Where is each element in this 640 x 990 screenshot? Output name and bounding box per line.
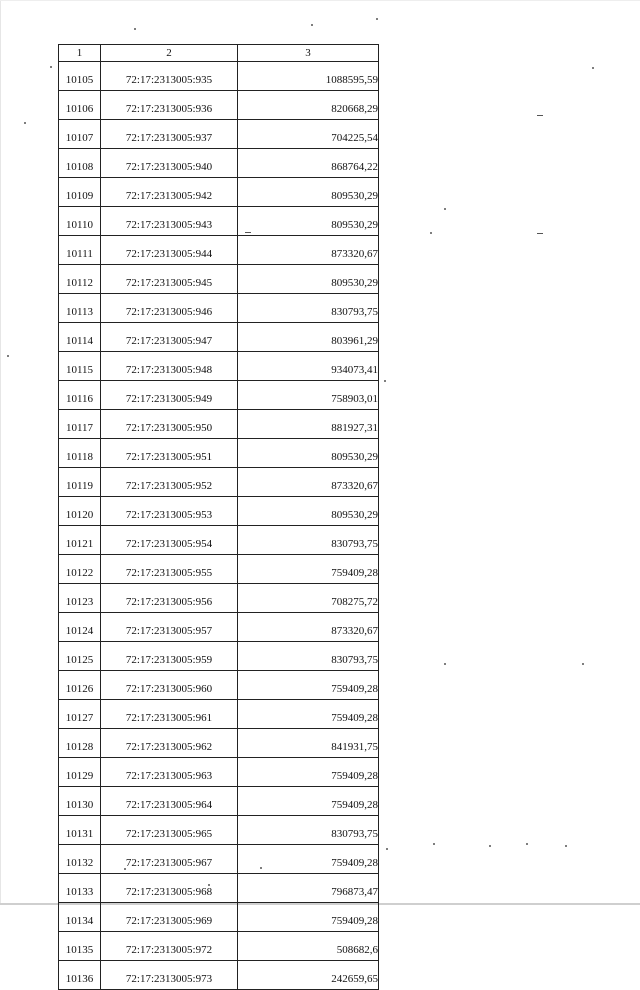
cadastral-number-cell: 72:17:2313005:950 — [101, 410, 238, 439]
table-row — [59, 555, 379, 584]
table-row — [59, 265, 379, 294]
cadastral-value-cell: 809530,29 — [238, 178, 379, 207]
scan-speck — [50, 66, 52, 68]
scan-speck — [592, 67, 594, 69]
table-row — [59, 787, 379, 816]
cadastral-number-cell: 72:17:2313005:972 — [101, 932, 238, 961]
scan-speck — [582, 663, 584, 665]
table-row — [59, 758, 379, 787]
scan-speck — [430, 232, 432, 234]
cadastral-number-cell: 72:17:2313005:957 — [101, 613, 238, 642]
row-number-cell: 10131 — [59, 816, 101, 845]
cadastral-number-cell: 72:17:2313005:948 — [101, 352, 238, 381]
cadastral-number-cell: 72:17:2313005:940 — [101, 149, 238, 178]
cadastral-value-cell: 881927,31 — [238, 410, 379, 439]
scan-speck — [134, 28, 136, 30]
row-number-cell: 10130 — [59, 787, 101, 816]
cadastral-value-cell: 934073,41 — [238, 352, 379, 381]
cadastral-number-cell: 72:17:2313005:969 — [101, 903, 238, 932]
table-row — [59, 468, 379, 497]
table-row — [59, 961, 379, 990]
row-number-cell: 10106 — [59, 91, 101, 120]
cadastral-number-cell: 72:17:2313005:935 — [101, 62, 238, 91]
row-number-cell: 10132 — [59, 845, 101, 874]
cadastral-value-cell: 830793,75 — [238, 526, 379, 555]
scan-speck — [386, 848, 388, 850]
cadastral-number-cell: 72:17:2313005:944 — [101, 236, 238, 265]
table-row — [59, 642, 379, 671]
cadastral-value-cell: 809530,29 — [238, 439, 379, 468]
table-row — [59, 874, 379, 903]
row-number-cell: 10134 — [59, 903, 101, 932]
table-row — [59, 816, 379, 845]
table-row — [59, 903, 379, 932]
row-number-cell: 10113 — [59, 294, 101, 323]
cadastral-value-cell: 1088595,59 — [238, 62, 379, 91]
cadastral-number-cell: 72:17:2313005:946 — [101, 294, 238, 323]
row-number-cell: 10117 — [59, 410, 101, 439]
cadastral-value-cell: 809530,29 — [238, 207, 379, 236]
cadastral-number-cell: 72:17:2313005:962 — [101, 729, 238, 758]
row-number-cell: 10112 — [59, 265, 101, 294]
scan-speck — [384, 380, 386, 382]
cadastral-value-cell: 759409,28 — [238, 787, 379, 816]
cadastral-number-cell: 72:17:2313005:936 — [101, 91, 238, 120]
row-number-cell: 10127 — [59, 700, 101, 729]
row-number-cell: 10108 — [59, 149, 101, 178]
table-row — [59, 671, 379, 700]
row-number-cell: 10133 — [59, 874, 101, 903]
table-header-row — [59, 45, 379, 62]
column-header-2: 2 — [101, 45, 238, 62]
cadastral-value-cell: 759409,28 — [238, 845, 379, 874]
table-row — [59, 700, 379, 729]
table-row — [59, 236, 379, 265]
cadastral-number-cell: 72:17:2313005:953 — [101, 497, 238, 526]
column-header-1: 1 — [59, 45, 101, 62]
table-row — [59, 207, 379, 236]
table-row — [59, 729, 379, 758]
cadastral-value-cell: 508682,6 — [238, 932, 379, 961]
table-row — [59, 120, 379, 149]
cadastral-value-cell: 759409,28 — [238, 671, 379, 700]
cadastral-value-cell: 873320,67 — [238, 236, 379, 265]
scan-speck — [489, 845, 491, 847]
scan-speck — [376, 18, 378, 20]
row-number-cell: 10116 — [59, 381, 101, 410]
scan-speck — [444, 663, 446, 665]
table-row — [59, 381, 379, 410]
cadastral-number-cell: 72:17:2313005:961 — [101, 700, 238, 729]
table-row — [59, 149, 379, 178]
scan-speck — [565, 845, 567, 847]
scan-speck — [7, 355, 9, 357]
table-row — [59, 932, 379, 961]
cadastral-value-cell: 759409,28 — [238, 700, 379, 729]
cadastral-value-cell: 759409,28 — [238, 903, 379, 932]
cadastral-value-cell: 809530,29 — [238, 497, 379, 526]
column-header-3: 3 — [238, 45, 379, 62]
cadastral-value-cell: 708275,72 — [238, 584, 379, 613]
scan-speck — [24, 122, 26, 124]
row-number-cell: 10107 — [59, 120, 101, 149]
cadastral-number-cell: 72:17:2313005:945 — [101, 265, 238, 294]
cadastral-number-cell: 72:17:2313005:955 — [101, 555, 238, 584]
row-number-cell: 10135 — [59, 932, 101, 961]
row-number-cell: 10124 — [59, 613, 101, 642]
cadastral-number-cell: 72:17:2313005:949 — [101, 381, 238, 410]
table-row — [59, 294, 379, 323]
row-number-cell: 10123 — [59, 584, 101, 613]
cadastral-number-cell: 72:17:2313005:959 — [101, 642, 238, 671]
row-number-cell: 10129 — [59, 758, 101, 787]
cadastral-value-cell: 868764,22 — [238, 149, 379, 178]
cadastral-number-cell: 72:17:2313005:960 — [101, 671, 238, 700]
row-number-cell: 10119 — [59, 468, 101, 497]
table-body — [59, 62, 379, 990]
cadastral-value-cell: 759409,28 — [238, 758, 379, 787]
cadastral-value-cell: 830793,75 — [238, 816, 379, 845]
row-number-cell: 10110 — [59, 207, 101, 236]
cadastral-number-cell: 72:17:2313005:937 — [101, 120, 238, 149]
scan-speck — [311, 24, 313, 26]
cadastral-value-cell: 759409,28 — [238, 555, 379, 584]
row-number-cell: 10118 — [59, 439, 101, 468]
cadastral-number-cell: 72:17:2313005:965 — [101, 816, 238, 845]
row-number-cell: 10115 — [59, 352, 101, 381]
cadastral-value-cell: 242659,65 — [238, 961, 379, 990]
page-edge-left — [0, 0, 1, 905]
table-row — [59, 584, 379, 613]
cadastral-value-cell: 758903,01 — [238, 381, 379, 410]
scan-speck — [444, 208, 446, 210]
cadastral-number-cell: 72:17:2313005:951 — [101, 439, 238, 468]
table-row — [59, 352, 379, 381]
scan-speck — [537, 115, 543, 116]
row-number-cell: 10126 — [59, 671, 101, 700]
table-row — [59, 410, 379, 439]
cadastral-number-cell: 72:17:2313005:963 — [101, 758, 238, 787]
row-number-cell: 10122 — [59, 555, 101, 584]
cadastral-number-cell: 72:17:2313005:943 — [101, 207, 238, 236]
cadastral-number-cell: 72:17:2313005:967 — [101, 845, 238, 874]
row-number-cell: 10114 — [59, 323, 101, 352]
table-row — [59, 845, 379, 874]
scan-speck — [526, 843, 528, 845]
table-row — [59, 178, 379, 207]
scan-speck — [537, 233, 543, 234]
row-number-cell: 10125 — [59, 642, 101, 671]
row-number-cell: 10109 — [59, 178, 101, 207]
cadastral-value-cell: 873320,67 — [238, 468, 379, 497]
row-number-cell: 10111 — [59, 236, 101, 265]
cadastral-value-cell: 809530,29 — [238, 265, 379, 294]
cadastral-number-cell: 72:17:2313005:956 — [101, 584, 238, 613]
cadastral-value-cell: 830793,75 — [238, 294, 379, 323]
table-row — [59, 497, 379, 526]
cadastral-value-cell: 841931,75 — [238, 729, 379, 758]
table-row — [59, 439, 379, 468]
cadastral-value-cell: 873320,67 — [238, 613, 379, 642]
row-number-cell: 10128 — [59, 729, 101, 758]
scan-speck — [433, 843, 435, 845]
cadastral-value-cell: 830793,75 — [238, 642, 379, 671]
cadastral-value-table — [58, 44, 379, 990]
cadastral-number-cell: 72:17:2313005:947 — [101, 323, 238, 352]
table-row — [59, 613, 379, 642]
cadastral-number-cell: 72:17:2313005:942 — [101, 178, 238, 207]
table-row — [59, 526, 379, 555]
cadastral-number-cell: 72:17:2313005:954 — [101, 526, 238, 555]
row-number-cell: 10120 — [59, 497, 101, 526]
cadastral-value-cell: 796873,47 — [238, 874, 379, 903]
table-row — [59, 62, 379, 91]
page-edge-top — [0, 0, 640, 1]
table-row — [59, 91, 379, 120]
cadastral-number-cell: 72:17:2313005:968 — [101, 874, 238, 903]
cadastral-value-cell: 803961,29 — [238, 323, 379, 352]
row-number-cell: 10105 — [59, 62, 101, 91]
cadastral-number-cell: 72:17:2313005:973 — [101, 961, 238, 990]
row-number-cell: 10121 — [59, 526, 101, 555]
cadastral-number-cell: 72:17:2313005:952 — [101, 468, 238, 497]
cadastral-value-cell: 704225,54 — [238, 120, 379, 149]
cadastral-number-cell: 72:17:2313005:964 — [101, 787, 238, 816]
table-row — [59, 323, 379, 352]
row-number-cell: 10136 — [59, 961, 101, 990]
cadastral-value-cell: 820668,29 — [238, 91, 379, 120]
